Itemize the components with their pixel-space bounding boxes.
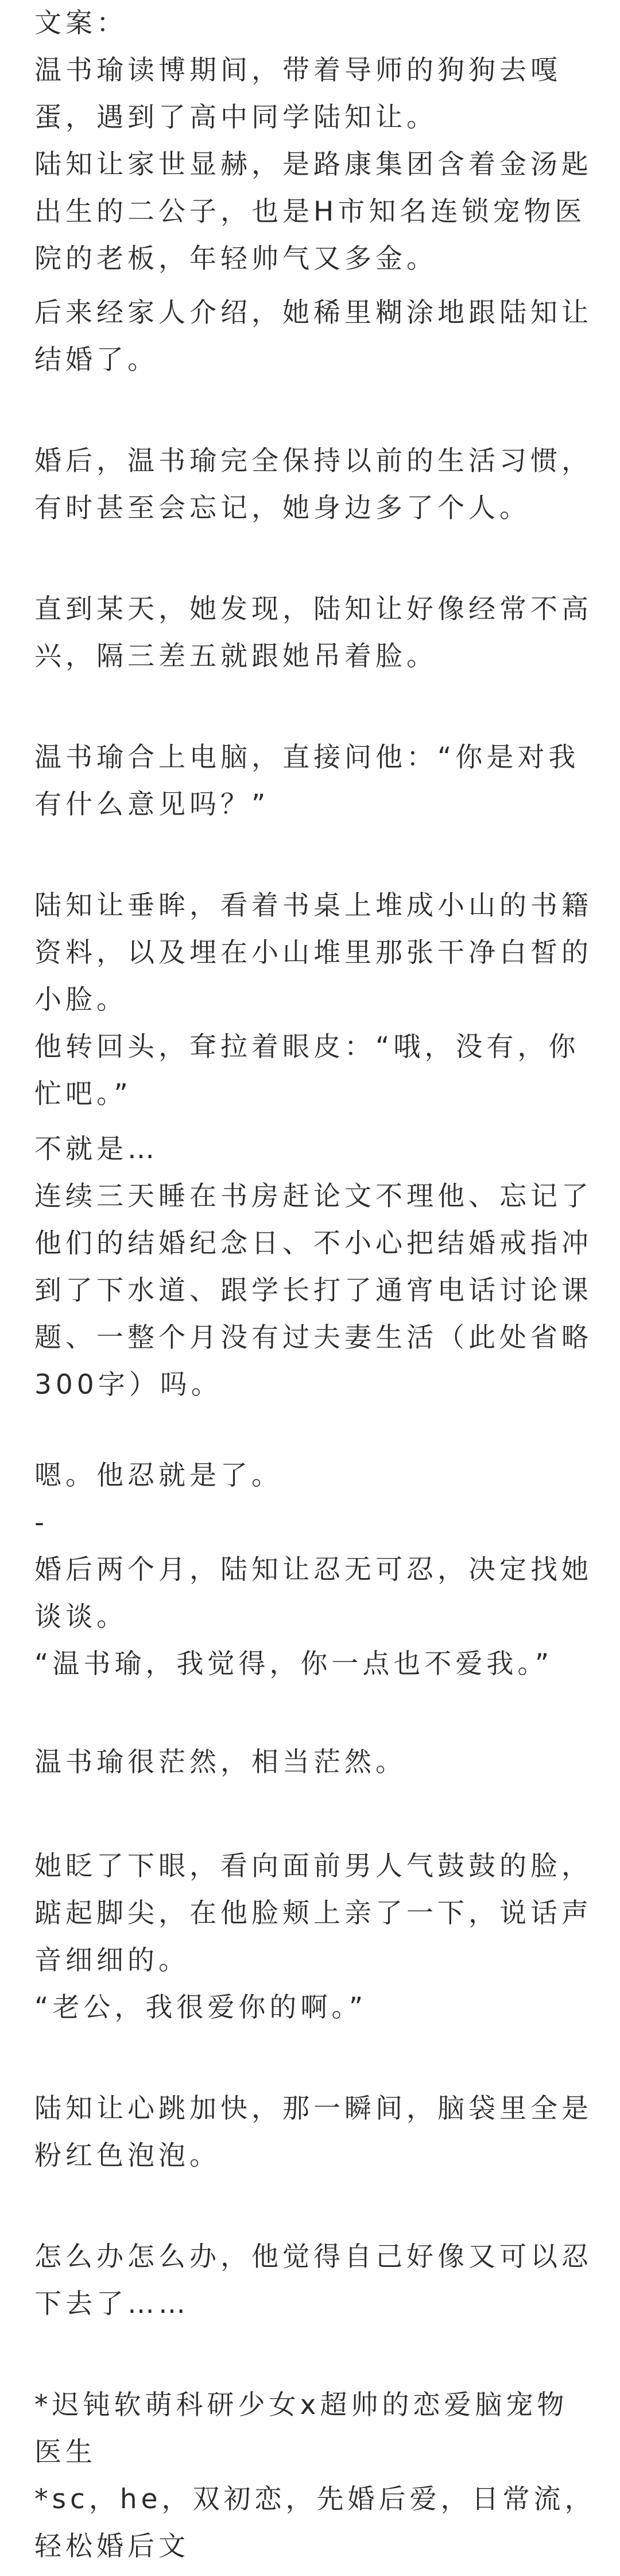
paragraph-endure: 怎么办怎么办，他觉得自己好像又可以忍下去了…… — [34, 2241, 592, 2320]
paragraph-list: 不就是… 连续三天睡在书房赶论文不理他、忘记了他们的结婚纪念日、不小心把结婚戒指冲到了下水道、跟学长打了通宵电话讨论课题、一整个月没有过夫妻生活（此处省略300字）吗。 — [34, 1133, 592, 1401]
paragraph-question: 温书瑜合上电脑，直接问他：“你是对我有什么意见吗？” — [34, 742, 580, 820]
paragraph-confrontation: 嗯。他忍就是了。 - 婚后两个月，陆知让忍无可忍，决定找她谈谈。 “温书瑜，我觉得，你一点也不爱我。” — [34, 1460, 592, 1680]
paragraph-heartbeat: 陆知让心跳加快，那一瞬间，脑袋里全是粉红色泡泡。 — [34, 2093, 592, 2172]
paragraph-unhappy: 直到某天，她发现，陆知让好像经常不高兴，隔三差五就跟她吊着脸。 — [34, 593, 592, 672]
paragraph-marriage: 后来经家人介绍，她稀里糊涂地跟陆知让结婚了。 — [34, 297, 592, 376]
paragraph-confused: 温书瑜很茫然，相当茫然。 — [34, 1746, 406, 1778]
paragraph-intro: 温书瑜读博期间，带着导师的狗狗去嘎蛋，遇到了高中同学陆知让。 陆知让家世显赫，是路康集团含着金汤匙出生的二公子，也是H市知名连锁宠物医院的老板，年轻帅气又多金。 — [34, 55, 592, 275]
paragraph-kiss: 她眨了下眼，看向面前男人气鼓鼓的脸，踮起脚尖，在他脸颊上亲了一下，说话声音细细的。 “老公，我很爱你的啊。” — [34, 1850, 592, 2023]
paragraph-after-marriage: 婚后，温书瑜完全保持以前的生活习惯，有时甚至会忘记，她身边多了个人。 — [34, 445, 592, 524]
paragraph-tags: *迟钝软萌科研少女x超帅的恋爱脑宠物医生 *sc，he，双初恋，先婚后爱，日常流，轻松婚后文 — [34, 2389, 596, 2562]
header-label: 文案： — [34, 7, 127, 39]
paragraph-reply: 陆知让垂眸，看着书桌上堆成小山的书籍资料，以及埋在小山堆里那张干净白皙的小脸。 他转回头，耷拉着眼皮：“哦，没有，你忙吧。” — [34, 890, 592, 1110]
